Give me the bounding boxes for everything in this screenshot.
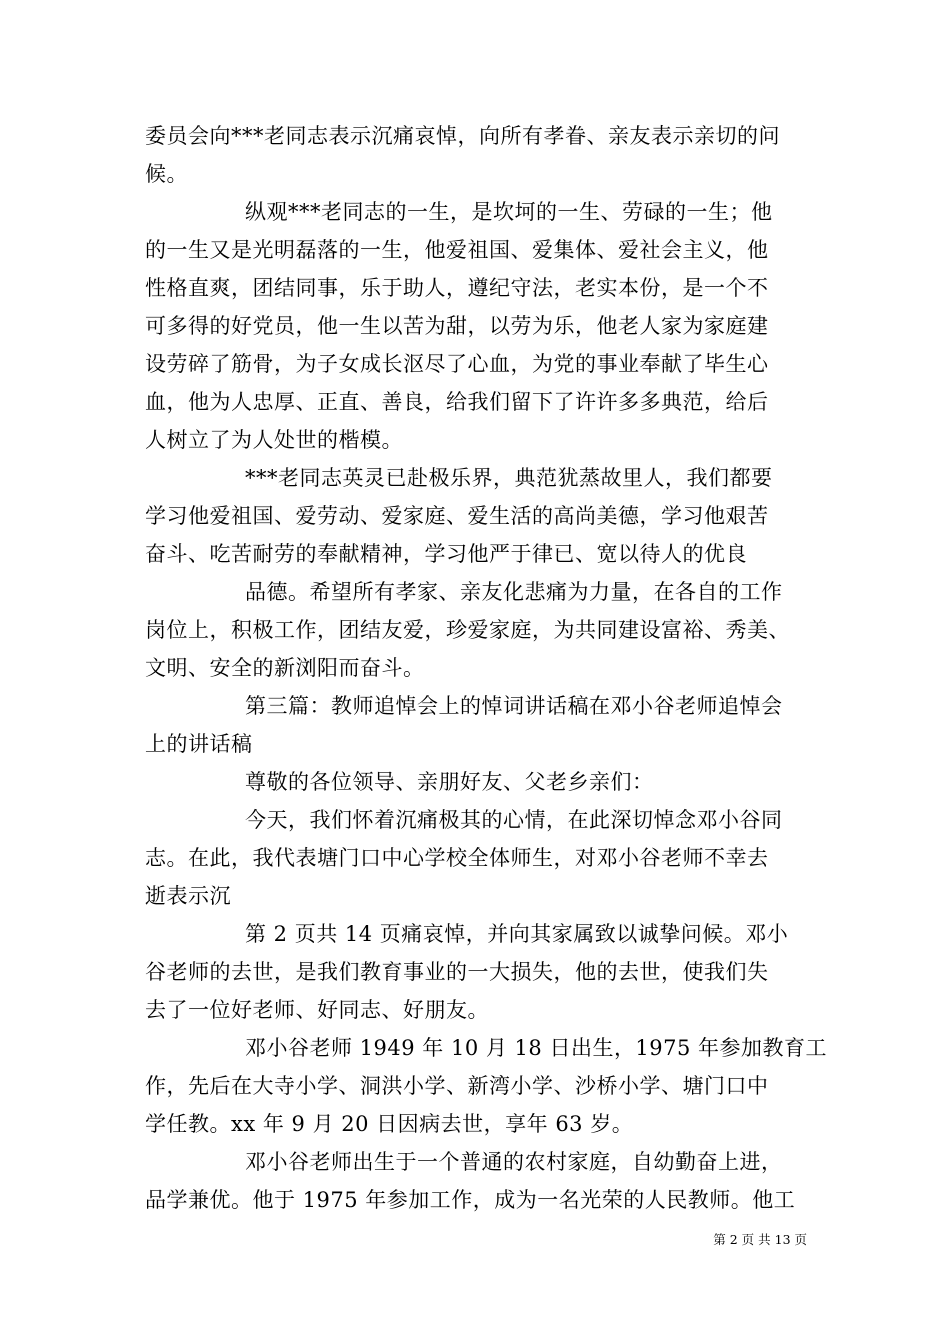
text-line: 奋斗、吃苦耐劳的奉献精神，学习他严于律已、宽以待人的优良 — [145, 542, 747, 566]
text-line: 作，先后在大寺小学、洞洪小学、新湾小学、沙桥小学、塘门口中 — [145, 1074, 769, 1098]
text-line: 岗位上，积极工作，团结友爱，珍爱家庭，为共同建设富裕、秀美、 — [145, 618, 790, 642]
text-line: 逝表示沉 — [145, 884, 231, 908]
text-line: 邓小谷老师出生于一个普通的农村家庭，自幼勤奋上进， — [245, 1150, 783, 1174]
text-line: 去了一位好老师、好同志、好朋友。 — [145, 998, 489, 1022]
text-line: 今天，我们怀着沉痛极其的心情，在此深切悼念邓小谷同 — [245, 808, 783, 832]
text-line: 文明、安全的新浏阳而奋斗。 — [145, 656, 425, 680]
text-line: 设劳碎了筋骨，为子女成长沤尽了心血，为党的事业奉献了毕生心 — [145, 352, 769, 376]
text-line: 性格直爽，团结同事，乐于助人，遵纪守法，老实本份，是一个不 — [145, 276, 769, 300]
text-line: 可多得的好党员，他一生以苦为甜，以劳为乐，他老人家为家庭建 — [145, 314, 769, 338]
text-line: 纵观***老同志的一生，是坎坷的一生、劳碌的一生；他 — [245, 200, 773, 224]
text-line: 第 2 页共 14 页痛哀悼，并向其家属致以诚挚问候。邓小 — [245, 922, 789, 946]
text-line: 品学兼优。他于 1975 年参加工作，成为一名光荣的人民教师。他工 — [145, 1188, 796, 1212]
text-line: 的一生又是光明磊落的一生，他爱祖国、爱集体、爱社会主义，他 — [145, 238, 769, 262]
text-line: 学习他爱祖国、爱劳动、爱家庭、爱生活的高尚美德，学习他艰苦 — [145, 504, 769, 528]
text-line: 尊敬的各位领导、亲朋好友、父老乡亲们： — [245, 770, 654, 794]
text-line: 候。 — [145, 162, 188, 186]
text-line: 委员会向***老同志表示沉痛哀悼，向所有孝眷、亲友表示亲切的问 — [145, 124, 780, 148]
section-heading-line: 上的讲话稿 — [145, 732, 253, 756]
text-line: 谷老师的去世，是我们教育事业的一大损失，他的去世，使我们失 — [145, 960, 769, 984]
text-line: 血，他为人忠厚、正直、善良，给我们留下了许许多多典范，给后 — [145, 390, 769, 414]
page-number-footer: 第 2 页 共 13 页 — [713, 1232, 807, 1247]
text-line: 品德。希望所有孝家、亲友化悲痛为力量，在各自的工作 — [245, 580, 783, 604]
text-line: 邓小谷老师 1949 年 10 月 18 日出生，1975 年参加教育工 — [245, 1036, 828, 1060]
text-line: 人树立了为人处世的楷模。 — [145, 428, 403, 452]
text-line: 志。在此，我代表塘门口中心学校全体师生，对邓小谷老师不幸去 — [145, 846, 769, 870]
section-heading-line: 第三篇：教师追悼会上的悼词讲话稿在邓小谷老师追悼会 — [245, 694, 783, 718]
text-line: ***老同志英灵已赴极乐界，典范犹蒸故里人，我们都要 — [245, 466, 773, 490]
text-line: 学任教。xx 年 9 月 20 日因病去世，享年 63 岁。 — [145, 1112, 634, 1136]
